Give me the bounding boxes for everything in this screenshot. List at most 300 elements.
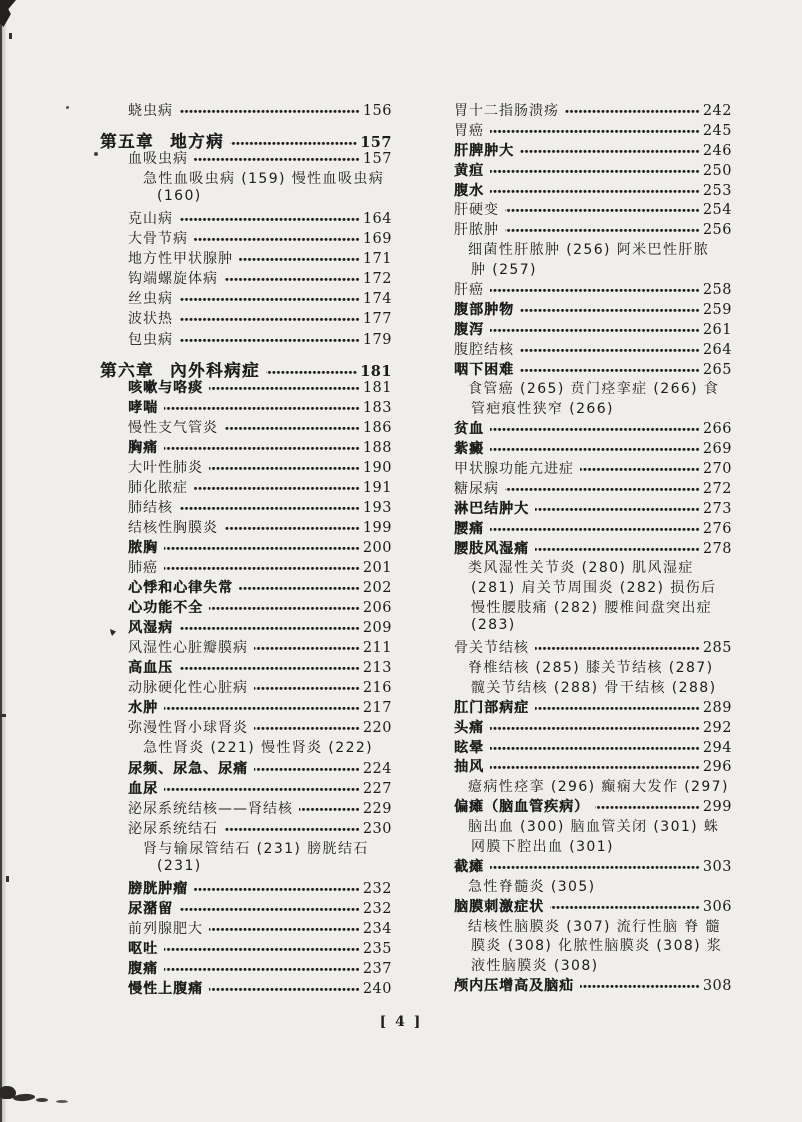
- page-number: 266: [702, 421, 732, 438]
- toc-entry-title: 前列腺肥大: [128, 920, 203, 937]
- page-number: 245: [702, 122, 732, 139]
- page-number: 264: [702, 341, 732, 358]
- toc-entry-title: 紫癜: [454, 441, 484, 458]
- toc-entry-row: [100, 268, 392, 288]
- toc-entry-row: [100, 537, 392, 557]
- toc-entry-title: 克山病: [128, 211, 173, 228]
- dot-leader: [520, 148, 700, 155]
- page-number: 156: [362, 103, 392, 119]
- toc-subentry-row: [454, 955, 732, 975]
- toc-entry-title: 血尿: [128, 780, 158, 797]
- toc-entry-title: 尿潴留: [128, 900, 173, 917]
- toc-entry-title: 蛲虫病: [128, 103, 173, 119]
- page-number: 181: [362, 379, 392, 396]
- dot-leader: [490, 725, 700, 732]
- toc-entry-row: [100, 717, 392, 737]
- ink-blob-artifact: [0, 0, 16, 27]
- toc-chapter-title: 地方病: [170, 132, 224, 152]
- toc-entry-title: 膀胱肿瘤: [128, 880, 188, 897]
- page-number: 242: [702, 103, 732, 119]
- toc-entry-row: [100, 497, 392, 517]
- toc-entry-row: [454, 279, 732, 299]
- dot-leader: [490, 287, 700, 294]
- toc-entry-row: [454, 737, 732, 757]
- dot-leader: [164, 966, 360, 973]
- toc-entry-title: 颅内压增高及脑疝: [454, 978, 574, 995]
- toc-entry-title: 大骨节病: [128, 231, 188, 248]
- page-number: 256: [702, 222, 732, 239]
- dot-leader: [505, 207, 700, 214]
- toc-subentry-row: [454, 876, 732, 896]
- dot-leader: [164, 705, 360, 712]
- page-number: 172: [362, 271, 392, 288]
- page-number: 181: [360, 362, 392, 380]
- toc-entry-title: 腹部肿物: [454, 301, 514, 318]
- dot-leader: [505, 227, 700, 234]
- toc-entry-title: 抽风: [454, 759, 484, 776]
- dot-leader: [179, 316, 360, 323]
- toc-subentry-text: 网膜下腔出血 (301): [471, 838, 614, 855]
- page-number: 201: [362, 560, 392, 577]
- toc-subentry-row: [100, 838, 392, 858]
- toc-subentry-row: [454, 378, 732, 398]
- toc-entry-row: [454, 219, 732, 239]
- toc-entry-title: 脓胸: [128, 539, 158, 556]
- toc-entry-row: [454, 796, 732, 816]
- dot-leader: [164, 445, 360, 452]
- toc-subentry-text: 脑出血 (300) 脑血管关闭 (301) 蛛: [468, 819, 720, 836]
- dot-leader: [224, 525, 360, 532]
- toc-chapter-label: 第五章: [100, 132, 154, 152]
- dot-leader: [194, 485, 360, 492]
- dot-leader: [179, 505, 360, 512]
- page-number: 211: [362, 640, 392, 657]
- toc-entry-title: 肝脓肿: [454, 222, 499, 239]
- toc-entry-title: 肺癌: [128, 560, 158, 577]
- toc-entry-row: [454, 856, 732, 876]
- toc-entry-row: [100, 329, 392, 349]
- toc-subentry-row: [454, 239, 732, 259]
- dot-leader: [209, 926, 360, 933]
- toc-chapter-row: [100, 357, 392, 380]
- toc-entry-row: [100, 417, 392, 437]
- toc-entry-title: 风湿性心脏瓣膜病: [128, 640, 248, 657]
- dot-leader: [490, 327, 700, 334]
- dot-leader: [179, 296, 360, 303]
- toc-entry-row: [454, 717, 732, 737]
- toc-subentry-text: 急性肾炎 (221) 慢性肾炎 (222): [143, 740, 374, 757]
- toc-entry-row: [454, 637, 732, 657]
- toc-subentry-row: [454, 935, 732, 955]
- toc-entry-title: 咽下困难: [454, 361, 514, 378]
- page-number: 183: [362, 399, 392, 416]
- dot-leader: [164, 545, 360, 552]
- toc-entry-row: [100, 100, 392, 120]
- page-number: 190: [362, 459, 392, 476]
- toc-entry-row: [454, 756, 732, 776]
- page-number: 230: [362, 820, 392, 837]
- toc-entry-title: 胃十二指肠溃疡: [454, 103, 559, 119]
- dot-leader: [550, 904, 700, 911]
- dot-leader: [580, 466, 700, 473]
- toc-entry-row: [100, 978, 392, 998]
- toc-subentry-row: [100, 737, 392, 757]
- dot-leader: [580, 983, 700, 990]
- toc-entry-row: [454, 160, 732, 180]
- toc-entry-row: [100, 637, 392, 657]
- toc-chapter-label: 第六章: [100, 360, 154, 380]
- toc-entry-title: 脑膜刺激症状: [454, 898, 544, 915]
- page-number: 234: [362, 920, 392, 937]
- toc-entry-title: 钩端螺旋体病: [128, 271, 218, 288]
- page-number: 202: [362, 580, 392, 597]
- page-number: 289: [702, 699, 732, 716]
- page-number: 303: [702, 858, 732, 875]
- toc-subentry-text: 急性脊髓炎 (305): [468, 878, 596, 895]
- page-number: 259: [702, 301, 732, 318]
- toc-subentry-row: [454, 816, 732, 836]
- page-number: 232: [362, 880, 392, 897]
- toc-entry-title: 弥漫性肾小球肾炎: [128, 720, 248, 737]
- toc-entry-row: [454, 438, 732, 458]
- toc-entry-row: [100, 577, 392, 597]
- toc-entry-title: 淋巴结肿大: [454, 500, 529, 517]
- toc-subentry-row: [100, 188, 392, 208]
- dot-leader: [520, 347, 700, 354]
- toc-entry-row: [100, 437, 392, 457]
- toc-entry-row: [454, 975, 732, 995]
- toc-column-left: [100, 100, 392, 998]
- toc-entry-title: 咳嗽与咯痰: [128, 379, 203, 396]
- toc-entry-title: 骨关节结核: [454, 640, 529, 657]
- toc-subentry-row: [100, 168, 392, 188]
- toc-entry-row: [454, 140, 732, 160]
- dot-leader: [239, 256, 360, 263]
- dot-leader: [179, 337, 360, 344]
- toc-entry-title: 腰肢风湿痛: [454, 540, 529, 557]
- dot-leader: [194, 156, 360, 163]
- dot-leader: [179, 216, 360, 223]
- dot-leader: [224, 276, 360, 283]
- toc-entry-title: 糖尿病: [454, 480, 499, 497]
- toc-entry-row: [454, 498, 732, 518]
- toc-entry-row: [100, 657, 392, 677]
- toc-entry-row: [100, 898, 392, 918]
- dot-leader: [164, 405, 360, 412]
- toc-subentry-text: 细菌性肝脓肿 (256) 阿米巴性肝脓: [468, 242, 710, 259]
- toc-entry-row: [100, 477, 392, 497]
- toc-entry-title: 腹痛: [128, 960, 158, 977]
- toc-entry-row: [454, 299, 732, 319]
- page-number: 157: [362, 151, 392, 168]
- dot-leader: [254, 725, 360, 732]
- toc-entry-row: [454, 518, 732, 538]
- toc-entry-row: [100, 597, 392, 617]
- toc-subentry-text: 膜炎 (308) 化脓性脑膜炎 (308) 浆: [471, 938, 723, 955]
- toc-entry-row: [100, 308, 392, 328]
- toc-subentry-text: 食管癌 (265) 贲门痉挛症 (266) 食: [468, 381, 720, 398]
- toc-entry-row: [454, 458, 732, 478]
- toc-entry-row: [100, 517, 392, 537]
- page-footer-number: [ 4 ]: [379, 1014, 423, 1030]
- toc-entry-row: [454, 319, 732, 339]
- dot-leader: [490, 168, 700, 175]
- dot-leader: [490, 864, 700, 871]
- toc-entry-title: 腹腔结核: [454, 341, 514, 358]
- toc-entry-title: 贫血: [454, 421, 484, 438]
- toc-entry-title: 地方性甲状腺肿: [128, 251, 233, 268]
- page-number: 276: [702, 520, 732, 537]
- toc-entry-title: 偏瘫（脑血管疾病）: [454, 799, 589, 816]
- page-number: 232: [362, 900, 392, 917]
- toc-subentry-row: [454, 259, 732, 279]
- toc-subentry-text: 液性脑膜炎 (308): [471, 958, 599, 975]
- page-number: 237: [362, 960, 392, 977]
- dot-leader: [194, 886, 360, 893]
- toc-subentry-text: (281) 肩关节周围炎 (282) 损伤后: [471, 580, 717, 597]
- page-number: 217: [362, 700, 392, 717]
- toc-entry-title: 心悸和心律失常: [128, 580, 233, 597]
- dot-leader: [535, 546, 700, 553]
- toc-entry-title: 慢性上腹痛: [128, 981, 203, 998]
- dot-leader: [535, 506, 700, 513]
- toc-entry-title: 心功能不全: [128, 600, 203, 617]
- toc-entry-row: [100, 148, 392, 168]
- page-number: 179: [362, 331, 392, 348]
- dot-leader: [209, 986, 360, 993]
- toc-subentry-row: [454, 557, 732, 577]
- dot-leader: [505, 486, 700, 493]
- toc-entry-title: 眩晕: [454, 739, 484, 756]
- ink-speck-artifact: [66, 106, 69, 109]
- toc-entry-row: [100, 758, 392, 778]
- ink-smudge-artifact: [13, 1093, 35, 1102]
- toc-subentry-row: [454, 836, 732, 856]
- toc-subentry-text: 脊椎结核 (285) 膝关节结核 (287): [468, 659, 714, 676]
- page-number: 294: [702, 739, 732, 756]
- page-number: 227: [362, 780, 392, 797]
- page-number: 240: [362, 981, 392, 998]
- toc-entry-title: 肛门部病症: [454, 699, 529, 716]
- toc-subentry-row: [454, 398, 732, 418]
- dot-leader: [224, 425, 360, 432]
- toc-chapter-row: [100, 128, 392, 152]
- toc-entry-title: 截瘫: [454, 858, 484, 875]
- dot-leader: [164, 786, 360, 793]
- dot-leader: [224, 826, 360, 833]
- toc-entry-title: 胃癌: [454, 122, 484, 139]
- toc-entry-title: 风湿病: [128, 620, 173, 637]
- toc-entry-row: [454, 478, 732, 498]
- page-number: 177: [362, 311, 392, 328]
- toc-subentry-row: [100, 858, 392, 878]
- page-number: 308: [702, 978, 732, 995]
- dot-leader: [254, 766, 360, 773]
- scan-edge-shadow: [2, 0, 7, 1122]
- dot-leader: [520, 367, 700, 374]
- toc-entry-row: [100, 697, 392, 717]
- page-number: 169: [362, 231, 392, 248]
- toc-subentry-row: [454, 776, 732, 796]
- page-number: 191: [362, 479, 392, 496]
- toc-entry-row: [454, 896, 732, 916]
- toc-entry-row: [454, 180, 732, 200]
- ink-speck-artifact: [0, 714, 6, 717]
- page-number: 220: [362, 720, 392, 737]
- toc-subentry-text: (231): [157, 857, 202, 874]
- toc-entry-row: [100, 288, 392, 308]
- page-number: 246: [702, 142, 732, 159]
- toc-entry-title: 泌尿系统结石: [128, 820, 218, 837]
- toc-entry-title: 动脉硬化性心脏病: [128, 680, 248, 697]
- page-number: 174: [362, 291, 392, 308]
- toc-entry-title: 头痛: [454, 719, 484, 736]
- ink-smudge-artifact: [36, 1098, 48, 1102]
- page-number: 258: [702, 282, 732, 299]
- dot-leader: [209, 385, 360, 392]
- toc-entry-row: [100, 557, 392, 577]
- dot-leader: [254, 645, 360, 652]
- toc-entry-title: 波状热: [128, 311, 173, 328]
- dot-leader: [490, 128, 700, 135]
- toc-entry-title: 尿频、尿急、尿痛: [128, 760, 248, 777]
- toc-entry-row: [100, 958, 392, 978]
- page-number: 253: [702, 182, 732, 199]
- toc-entry-title: 腰痛: [454, 520, 484, 537]
- toc-entry-title: 高血压: [128, 660, 173, 677]
- toc-subentry-text: (283): [471, 617, 516, 634]
- dot-leader: [179, 108, 360, 115]
- dot-leader: [179, 665, 360, 672]
- toc-entry-title: 黄疸: [454, 162, 484, 179]
- toc-subentry-text: 髋关节结核 (288) 骨干结核 (288): [471, 679, 717, 696]
- toc-entry-title: 肺结核: [128, 499, 173, 516]
- page-number: 213: [362, 660, 392, 677]
- dot-leader: [490, 426, 700, 433]
- toc-entry-row: [100, 617, 392, 637]
- toc-entry-title: 泌尿系统结核——肾结核: [128, 800, 293, 817]
- toc-entry-title: 包虫病: [128, 331, 173, 348]
- page-number: 296: [702, 759, 732, 776]
- toc-subentry-text: (160): [157, 188, 202, 205]
- toc-entry-title: 呕吐: [128, 940, 158, 957]
- dot-leader: [565, 108, 700, 115]
- page-number: 269: [702, 441, 732, 458]
- toc-entry-title: 慢性支气管炎: [128, 419, 218, 436]
- toc-subentry-text: 结核性脑膜炎 (307) 流行性脑 脊 髓: [468, 918, 721, 935]
- dot-leader: [490, 745, 700, 752]
- ink-speck-artifact: [6, 876, 9, 882]
- ink-smudge-artifact: [56, 1100, 68, 1103]
- page-number: 278: [702, 540, 732, 557]
- toc-entry-row: [454, 100, 732, 120]
- toc-entry-title: 水肿: [128, 700, 158, 717]
- toc-entry-row: [454, 359, 732, 379]
- page-number: 224: [362, 760, 392, 777]
- page-number: 206: [362, 600, 392, 617]
- toc-entry-row: [100, 818, 392, 838]
- toc-column-right: [454, 100, 732, 995]
- toc-subentry-row: [454, 617, 732, 637]
- toc-entry-title: 腹水: [454, 182, 484, 199]
- toc-entry-row: [454, 538, 732, 558]
- dot-leader: [179, 625, 360, 632]
- toc-subentry-text: 肾与输尿管结石 (231) 膀胱结石: [143, 840, 369, 857]
- page-number: 229: [362, 800, 392, 817]
- toc-subentry-text: 类风湿性关节炎 (280) 肌风湿症: [468, 560, 694, 577]
- page-number: 186: [362, 419, 392, 436]
- page-number: 270: [702, 461, 732, 478]
- toc-entry-row: [100, 228, 392, 248]
- page-number: 164: [362, 211, 392, 228]
- toc-entry-row: [100, 938, 392, 958]
- page-number: 171: [362, 251, 392, 268]
- dot-leader: [490, 764, 700, 771]
- toc-entry-row: [100, 248, 392, 268]
- toc-entry-title: 甲状腺功能亢进症: [454, 461, 574, 478]
- page-number: 265: [702, 361, 732, 378]
- toc-entry-row: [454, 120, 732, 140]
- page-number: 292: [702, 719, 732, 736]
- toc-entry-title: 结核性胸膜炎: [128, 519, 218, 536]
- dot-leader: [595, 804, 700, 811]
- toc-subentry-text: 急性血吸虫病 (159) 慢性血吸虫病: [143, 171, 385, 188]
- toc-subentry-row: [454, 577, 732, 597]
- toc-entry-row: [100, 798, 392, 818]
- dot-leader: [520, 307, 700, 314]
- page-number: 157: [360, 134, 392, 152]
- dot-leader: [535, 705, 700, 712]
- toc-subentry-text: 管疤痕性狭窄 (266): [471, 401, 614, 418]
- toc-subentry-row: [454, 916, 732, 936]
- toc-entry-title: 血吸虫病: [128, 151, 188, 168]
- toc-entry-row: [100, 918, 392, 938]
- page-number: 199: [362, 519, 392, 536]
- toc-entry-title: 哮喘: [128, 399, 158, 416]
- toc-entry-row: [454, 199, 732, 219]
- dot-leader: [490, 526, 700, 533]
- toc-entry-title: 大叶性肺炎: [128, 459, 203, 476]
- page-number: 209: [362, 620, 392, 637]
- dot-leader: [239, 585, 360, 592]
- page-number: 216: [362, 680, 392, 697]
- page-number: 273: [702, 500, 732, 517]
- toc-entry-row: [100, 208, 392, 228]
- toc-subentry-row: [454, 677, 732, 697]
- dot-leader: [209, 465, 360, 472]
- toc-entry-title: 肝癌: [454, 282, 484, 299]
- dot-leader: [179, 906, 360, 913]
- dot-leader: [266, 369, 357, 376]
- page-number: 188: [362, 439, 392, 456]
- toc-subentry-text: 慢性腰肢痛 (282) 腰椎间盘突出症: [471, 600, 713, 617]
- page-number: 193: [362, 499, 392, 516]
- dot-leader: [230, 140, 357, 147]
- page-number: 250: [702, 162, 732, 179]
- page-number: 261: [702, 321, 732, 338]
- toc-entry-title: 丝虫病: [128, 291, 173, 308]
- toc-entry-row: [454, 339, 732, 359]
- dot-leader: [254, 685, 360, 692]
- page-number: 299: [702, 799, 732, 816]
- page-number: 254: [702, 202, 732, 219]
- dot-leader: [194, 236, 360, 243]
- page-number: 306: [702, 898, 732, 915]
- toc-entry-row: [100, 397, 392, 417]
- page-number: 235: [362, 940, 392, 957]
- toc-entry-row: [100, 778, 392, 798]
- dot-leader: [299, 806, 360, 813]
